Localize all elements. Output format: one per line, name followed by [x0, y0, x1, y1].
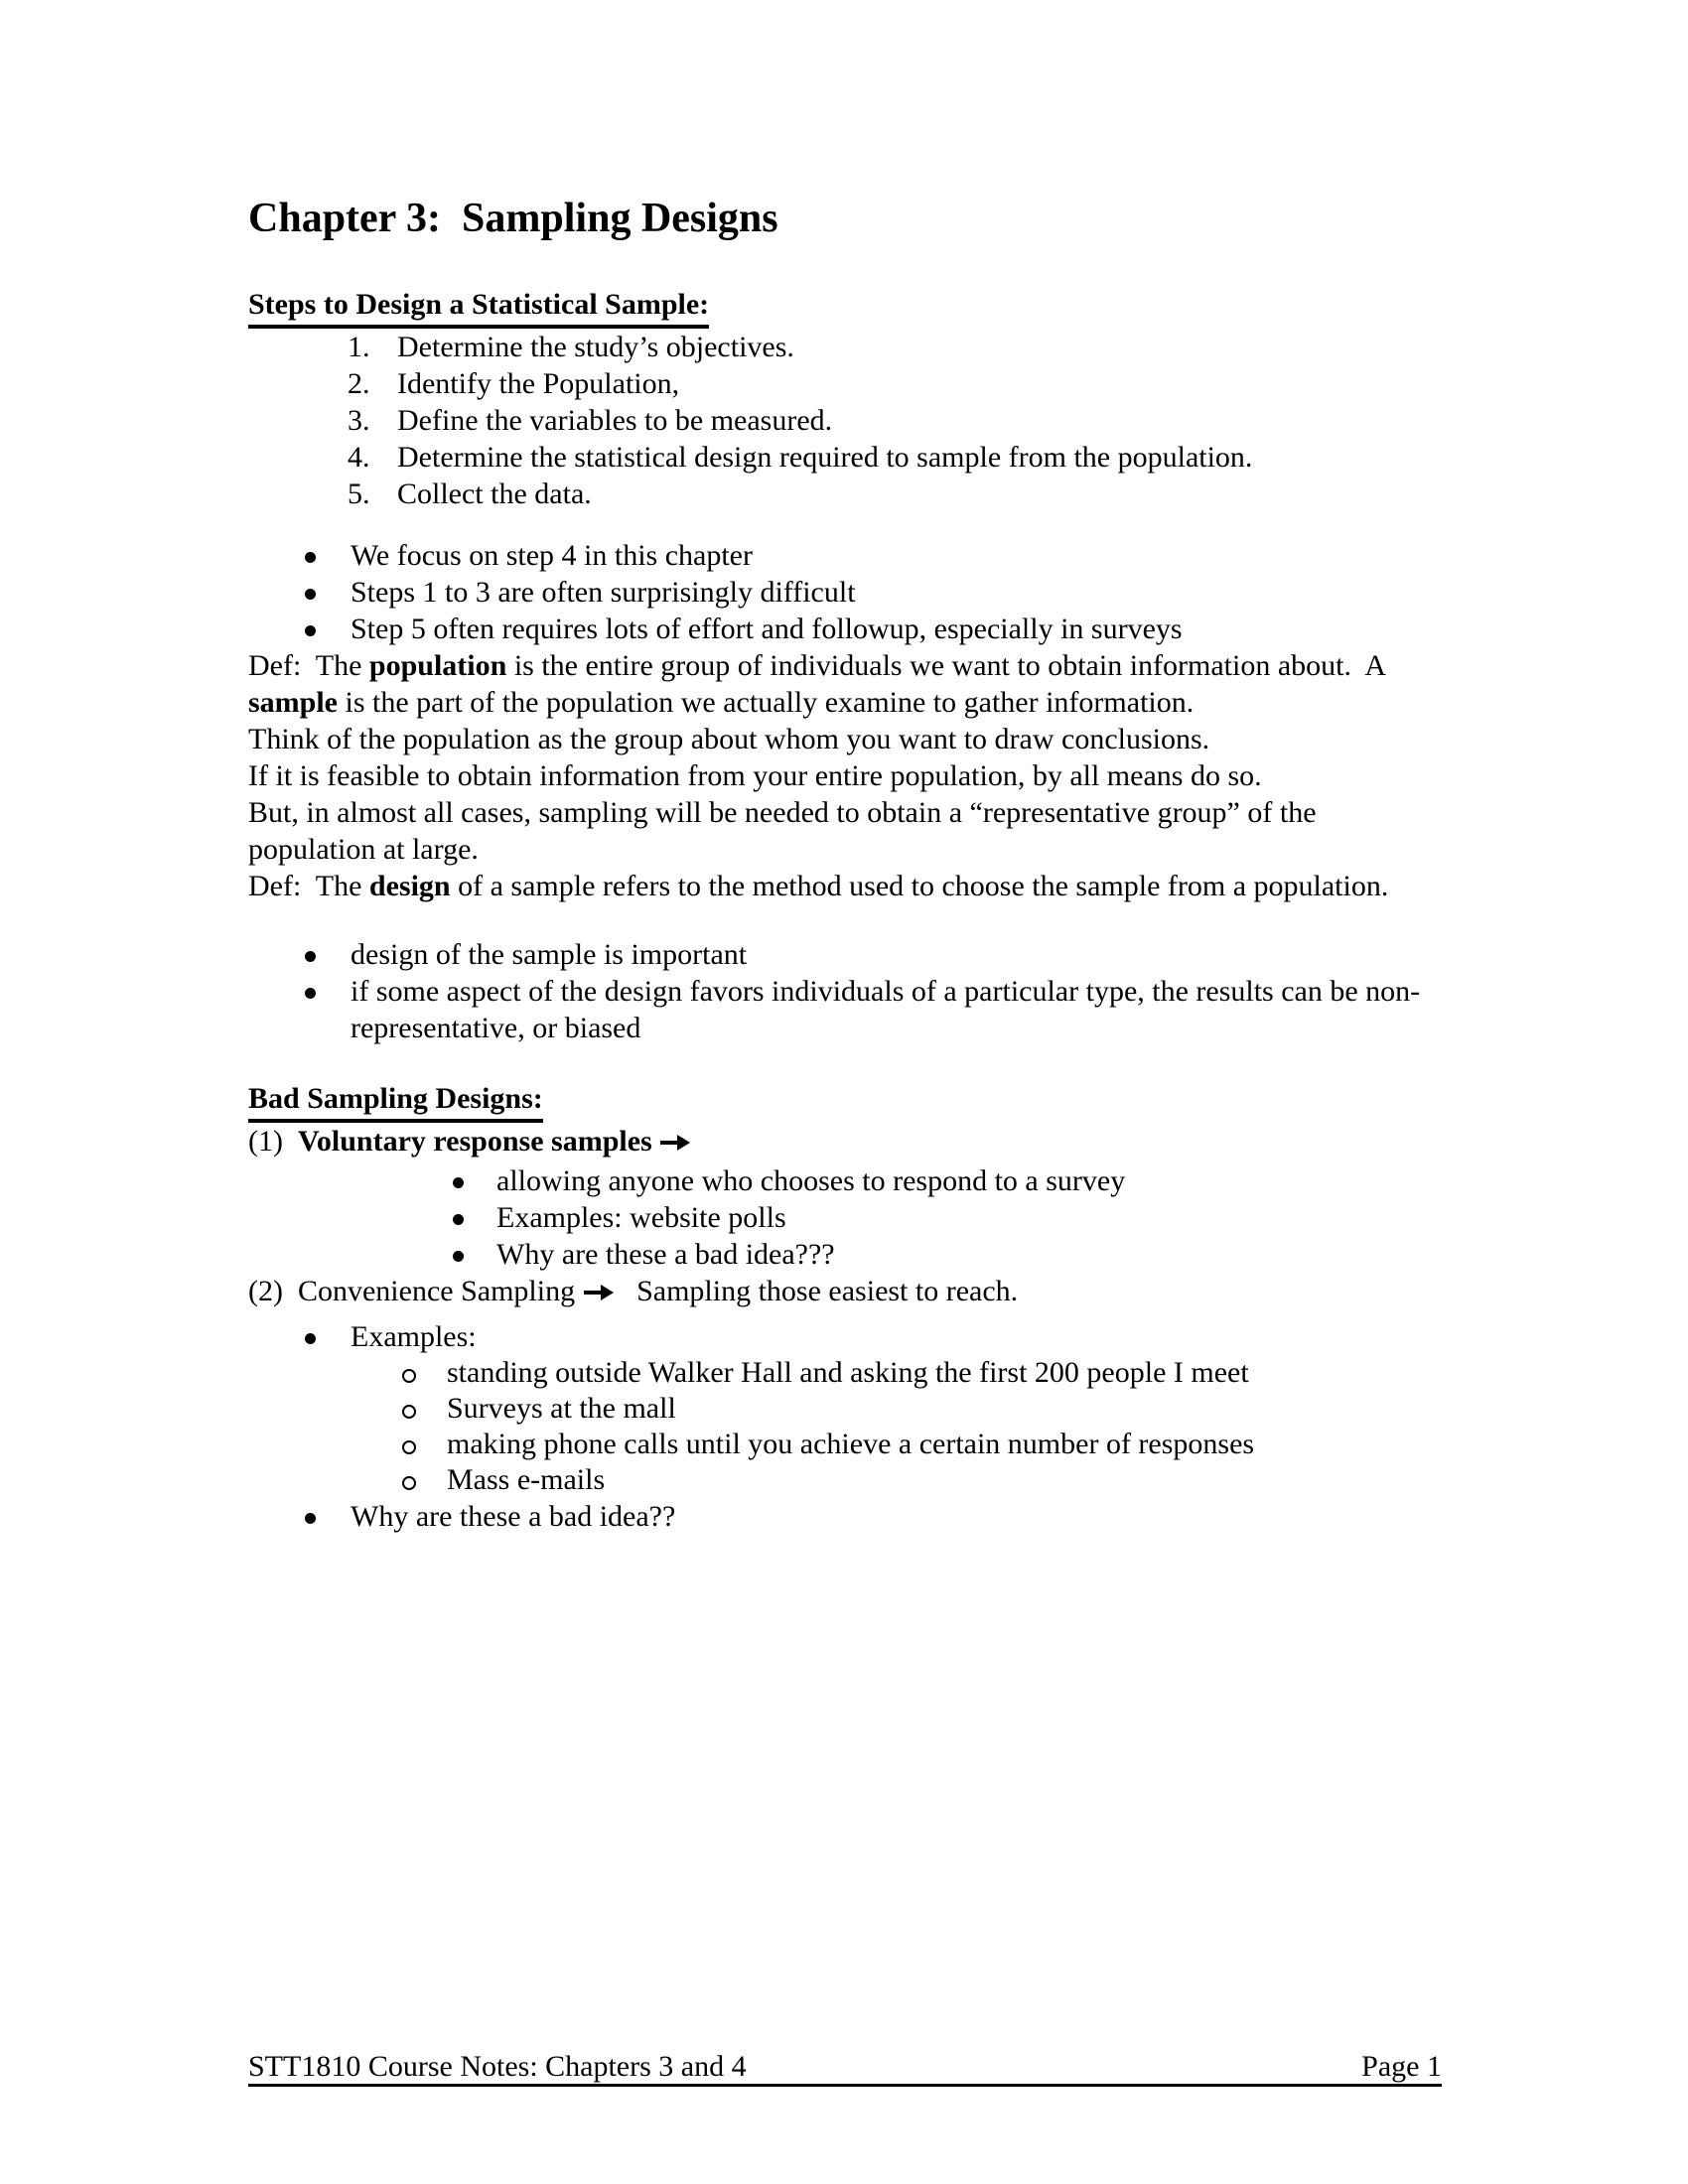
example-text: standing outside Walker Hall and asking the first 200 people I meet: [447, 1356, 1249, 1389]
bullet-icon: [453, 1251, 464, 1262]
right-arrow-icon: [659, 1133, 691, 1153]
bullet-icon: [305, 552, 316, 563]
list-item: [248, 1391, 1445, 1427]
note-text: Steps 1 to 3 are often surprisingly difficult: [351, 576, 856, 609]
bullet-icon: [305, 951, 316, 962]
step-number: 1.: [348, 331, 370, 363]
circle-bullet-icon: [402, 1369, 416, 1383]
bullet-icon: [305, 988, 316, 999]
footer-page-number: Page 1: [1361, 2050, 1442, 2083]
step-number: 5.: [348, 478, 370, 510]
why-label: Why are these a bad idea??: [351, 1500, 676, 1533]
def-mid: is the entire group of individuals we want to obtain information about. A: [506, 649, 1386, 682]
convenience-examples-label-list: [248, 1318, 1445, 1355]
list-item: [248, 936, 1445, 973]
note-text: Step 5 often requires lots of effort and followup, especially in surveys: [351, 613, 1183, 645]
list-item: [248, 973, 1445, 1046]
step-text: Define the variables to be measured.: [397, 404, 833, 437]
list-item: [248, 611, 1445, 647]
circle-bullet-icon: [402, 1440, 416, 1454]
section-heading-steps-text: Steps to Design a Statistical Sample:: [248, 286, 709, 329]
def-post: is the part of the population we actually examine to gather information.: [338, 686, 1195, 719]
step-notes-list: [248, 537, 1445, 647]
section-heading-bad: [248, 1080, 1445, 1123]
list-item: [248, 1162, 1445, 1199]
bad-item-1-bullets: [248, 1162, 1445, 1273]
example-text: Mass e-mails: [447, 1463, 606, 1496]
bullet-icon: [305, 1513, 316, 1524]
step-number: 4.: [348, 441, 370, 474]
bullet-icon: [305, 1333, 316, 1344]
list-item: [248, 1462, 1445, 1498]
list-item: [248, 1236, 1445, 1273]
step-item: [248, 402, 1445, 439]
list-item: [248, 537, 1445, 574]
bullet-icon: [453, 1177, 464, 1188]
design-note-text: design of the sample is important: [351, 938, 748, 971]
feasible-paragraph: If it is feasible to obtain information from your entire population, by all means do so. But, in almost all cases, sampling will be needed to obtain a “representative group” of the population at large.: [248, 759, 1317, 866]
circle-bullet-icon: [402, 1405, 416, 1419]
def2-bold-design: design: [368, 870, 451, 902]
step-text: Determine the statistical design required to sample from the population.: [397, 441, 1253, 474]
think-paragraph: Think of the population as the group about whom you want to draw conclusions.: [248, 723, 1210, 755]
example-text: Surveys at the mall: [447, 1392, 676, 1425]
step-item: [248, 329, 1445, 365]
bad-item-2-post: Sampling those easiest to reach.: [614, 1275, 1019, 1307]
bad-item-1: [248, 1123, 1445, 1160]
convenience-examples-list: [248, 1355, 1445, 1498]
step-text: Identify the Population,: [397, 367, 680, 400]
definition-population: [248, 647, 1445, 721]
section-heading-bad-text: Bad Sampling Designs:: [248, 1080, 543, 1123]
example-text: making phone calls until you achieve a certain number of responses: [447, 1428, 1255, 1460]
examples-label: Examples:: [351, 1320, 477, 1353]
def2-post: of a sample refers to the method used to choose the sample from a population.: [450, 870, 1389, 902]
list-item: [248, 1498, 1445, 1535]
step-item: [248, 476, 1445, 512]
circle-bullet-icon: [402, 1476, 416, 1490]
page-content: [248, 0, 1445, 1535]
footer-course-label: STT1810 Course Notes: Chapters 3 and 4: [248, 2050, 747, 2083]
step-text: Determine the study’s objectives.: [397, 331, 794, 363]
voluntary-bullet-text: Examples: website polls: [496, 1201, 786, 1234]
list-item: [248, 1355, 1445, 1391]
def2-pre: Def: The: [248, 870, 369, 902]
step-text: Collect the data.: [397, 478, 592, 510]
page-footer: [248, 2051, 1442, 2087]
convenience-why-list: [248, 1498, 1445, 1535]
voluntary-bullet-text: allowing anyone who chooses to respond to a survey: [496, 1164, 1126, 1197]
bad-item-2-pre: (2) Convenience Sampling: [248, 1275, 583, 1307]
list-item: [248, 1427, 1445, 1462]
page-title: Chapter 3: Sampling Designs: [248, 196, 778, 241]
bullet-icon: [305, 625, 316, 636]
step-number: 2.: [348, 367, 370, 400]
note-text: We focus on step 4 in this chapter: [351, 539, 753, 572]
step-item: [248, 439, 1445, 476]
def-pre: Def: The: [248, 649, 369, 682]
voluntary-bullet-text: Why are these a bad idea???: [496, 1238, 835, 1271]
bad-item-1-number: (1): [248, 1125, 298, 1158]
bullet-icon: [305, 589, 316, 600]
step-item: [248, 365, 1445, 402]
def-bold-sample: sample: [248, 686, 338, 719]
right-arrow-icon: [583, 1283, 615, 1302]
bad-item-1-label: Voluntary response samples: [297, 1125, 660, 1158]
bullet-icon: [453, 1214, 464, 1225]
def-bold-population: population: [368, 649, 507, 682]
step-number: 3.: [348, 404, 370, 437]
design-note-text: if some aspect of the design favors individuals of a particular type, the results can be non- representative, or biased: [351, 975, 1421, 1044]
section-heading-steps: [248, 286, 1445, 329]
list-item: [248, 574, 1445, 611]
definition-design: [248, 868, 1445, 904]
list-item: [248, 1199, 1445, 1236]
design-notes-list: [248, 936, 1445, 1046]
bad-item-2: [248, 1273, 1445, 1309]
steps-list: [248, 329, 1445, 512]
list-item: [248, 1318, 1445, 1355]
